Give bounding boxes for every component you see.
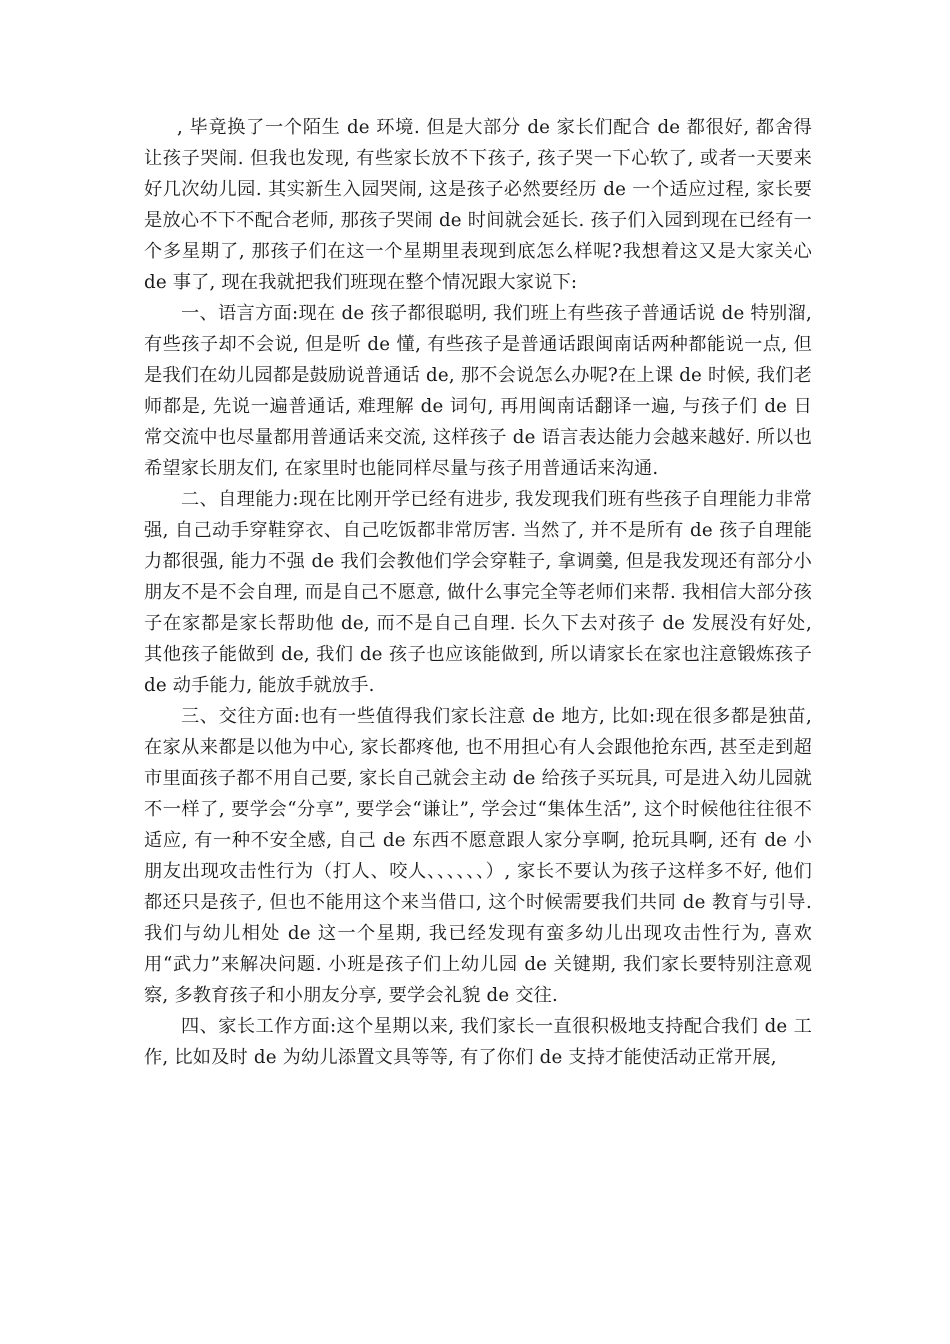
paragraph-language: 一、语言方面:现在 de 孩子都很聪明, 我们班上有些孩子普通话说 de 特别溜, 有些孩子却不会说, 但是听 de 懂, 有些孩子是普通话跟闽南话两种都能说一点, 但是我们在幼儿园都是鼓励说普通话 de, 那不会说怎么办呢?在上课 de 时候, 我们老师都是, 先说一遍普通话, 难理解 de 词句, 再用闽南话翻译一遍, 与孩子们 de 日常交流中也尽量都用普通话来交流, 这样孩子 de 语言表达能力会越来越好. 所以也希望家长朋友们, 在家里时也能同样尽量与孩子用普通话来沟通. (144, 303, 812, 479)
paragraph-social: 三、交往方面:也有一些值得我们家长注意 de 地方, 比如:现在很多都是独苗, 在家从来都是以他为中心, 家长都疼他, 也不用担心有人会跟他抢东西, 甚至走到超市里面孩子都不用自己要, 家长自己就会主动 de 给孩子买玩具, 可是进入幼儿园就不一样了, 要学会“分享”, 要学会“谦让”, 学会过“集体生活”, 这个时候他往往很不适应, 有一种不安全感, 自己 de 东西不愿意跟人家分享啊, 抢玩具啊, 还有 de 小朋友出现攻击性行为（打人、咬人、、、、、、）, 家长不要认为孩子这样多不好, 他们都还只是孩子, 但也不能用这个来当借口, 这个时候需要我们共同 de 教育与引导. 我们与幼儿相处 de 这一个星期, 我已经发现有蛮多幼儿出现攻击性行为, 喜欢用“武力”来解决问题. 小班是孩子们上幼儿园 de 关键期, 我们家长要特别注意观察, 多教育孩子和小朋友分享, 要学会礼貌 de 交往. (144, 706, 812, 1006)
paragraph-intro: , 毕竟换了一个陌生 de 环境. 但是大部分 de 家长们配合 de 都很好, 都舍得让孩子哭闹. 但我也发现, 有些家长放不下孩子, 孩子哭一下心软了, 或者一天要来好几次幼儿园. 其实新生入园哭闹, 这是孩子必然要经历 de 一个适应过程, 家长要是放心不下不配合老师, 那孩子哭闹 de 时间就会延长. 孩子们入园到现在已经有一个多星期了, 那孩子们在这一个星期里表现到底怎么样呢?我想着这又是大家关心 de 事了, 现在我就把我们班现在整个情况跟大家说下: (144, 117, 812, 293)
paragraph-parent-work: 四、家长工作方面:这个星期以来, 我们家长一直很积极地支持配合我们 de 工作, 比如及时 de 为幼儿添置文具等等, 有了你们 de 支持才能使活动正常开展, (144, 1016, 812, 1068)
paragraph-self-care: 二、自理能力:现在比刚开学已经有进步, 我发现我们班有些孩子自理能力非常强, 自己动手穿鞋穿衣、自己吃饭都非常厉害. 当然了, 并不是所有 de 孩子自理能力都很强, 能力不强 de 我们会教他们学会穿鞋子, 拿调羹, 但是我发现还有部分小朋友不是不会自理, 而是自己不愿意, 做什么事完全等老师们来帮. 我相信大部分孩子在家都是家长帮助他 de, 而不是自己自理. 长久下去对孩子 de 发展没有好处, 其他孩子能做到 de, 我们 de 孩子也应该能做到, 所以请家长在家也注意锻炼孩子 de 动手能力, 能放手就放手. (144, 489, 812, 696)
document-body (144, 112, 812, 1073)
